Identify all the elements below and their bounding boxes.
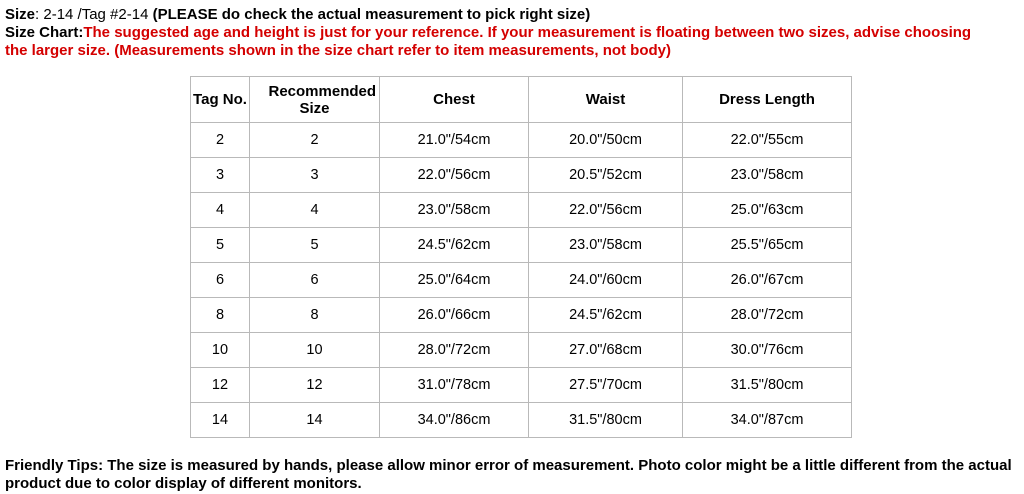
cell-chest: 31.0"/78cm (380, 368, 529, 403)
cell-dress-length: 22.0"/55cm (683, 123, 852, 158)
header-recommended-size (250, 77, 380, 123)
cell-chest: 21.0"/54cm (380, 123, 529, 158)
header-dress-length: Dress Length (683, 77, 852, 123)
cell-recommended-size: 6 (250, 263, 380, 298)
cell-recommended-size: 14 (250, 403, 380, 438)
cell-chest: 28.0"/72cm (380, 333, 529, 368)
header-recommended-size-label: Recommended Size (268, 82, 377, 117)
cell-dress-length: 28.0"/72cm (683, 298, 852, 333)
table-row (191, 368, 852, 403)
size-chart-line-2 (5, 42, 671, 59)
table-header-row (191, 77, 852, 123)
cell-waist: 24.5"/62cm (529, 298, 683, 333)
table-row (191, 333, 852, 368)
cell-dress-length: 25.0"/63cm (683, 193, 852, 228)
cell-waist: 20.0"/50cm (529, 123, 683, 158)
size-chart-label: Size Chart: (5, 24, 84, 41)
cell-waist: 31.5"/80cm (529, 403, 683, 438)
cell-waist: 20.5"/52cm (529, 158, 683, 193)
cell-chest: 25.0"/64cm (380, 263, 529, 298)
cell-waist: 24.0"/60cm (529, 263, 683, 298)
cell-recommended-size: 2 (250, 123, 380, 158)
cell-tag-no: 12 (191, 368, 250, 403)
size-line (5, 6, 590, 23)
table-row (191, 123, 852, 158)
cell-chest: 24.5"/62cm (380, 228, 529, 263)
cell-recommended-size: 3 (250, 158, 380, 193)
table-row (191, 193, 852, 228)
header-waist: Waist (529, 77, 683, 123)
cell-dress-length: 31.5"/80cm (683, 368, 852, 403)
cell-waist: 27.0"/68cm (529, 333, 683, 368)
cell-tag-no: 14 (191, 403, 250, 438)
cell-dress-length: 30.0"/76cm (683, 333, 852, 368)
cell-recommended-size: 8 (250, 298, 380, 333)
cell-chest: 22.0"/56cm (380, 158, 529, 193)
header-chest: Chest (380, 77, 529, 123)
cell-tag-no: 8 (191, 298, 250, 333)
cell-waist: 27.5"/70cm (529, 368, 683, 403)
table-row (191, 228, 852, 263)
cell-dress-length: 26.0"/67cm (683, 263, 852, 298)
table-row (191, 298, 852, 333)
cell-tag-no: 2 (191, 123, 250, 158)
cell-waist: 23.0"/58cm (529, 228, 683, 263)
cell-dress-length: 34.0"/87cm (683, 403, 852, 438)
size-value: : 2-14 /Tag #2-14 (35, 6, 153, 23)
friendly-tips: Friendly Tips: The size is measured by hands, please allow minor error of measurement. Photo color might be a little different from the actual product due to color display of different monitors. (5, 457, 1012, 492)
cell-chest: 26.0"/66cm (380, 298, 529, 333)
cell-tag-no: 4 (191, 193, 250, 228)
size-chart-note-continued: the larger size. (Measurements shown in the size chart refer to item measurements, not body) (5, 42, 672, 59)
cell-dress-length: 25.5"/65cm (683, 228, 852, 263)
cell-recommended-size: 10 (250, 333, 380, 368)
size-chart-line (5, 24, 971, 41)
table-row (191, 403, 852, 438)
cell-chest: 23.0"/58cm (380, 193, 529, 228)
size-label: Size (5, 6, 36, 23)
cell-recommended-size: 5 (250, 228, 380, 263)
cell-tag-no: 3 (191, 158, 250, 193)
size-chart-table (190, 76, 852, 438)
cell-waist: 22.0"/56cm (529, 193, 683, 228)
cell-dress-length: 23.0"/58cm (683, 158, 852, 193)
table-row (191, 158, 852, 193)
size-note: (PLEASE do check the actual measurement to pick right size) (152, 6, 591, 23)
cell-tag-no: 10 (191, 333, 250, 368)
cell-tag-no: 5 (191, 228, 250, 263)
table-row (191, 263, 852, 298)
cell-recommended-size: 4 (250, 193, 380, 228)
size-chart-note: The suggested age and height is just for your reference. If your measurement is floating between two sizes, advise choosing (83, 24, 972, 41)
cell-tag-no: 6 (191, 263, 250, 298)
cell-chest: 34.0"/86cm (380, 403, 529, 438)
header-tag-no: Tag No. (191, 77, 250, 123)
cell-recommended-size: 12 (250, 368, 380, 403)
